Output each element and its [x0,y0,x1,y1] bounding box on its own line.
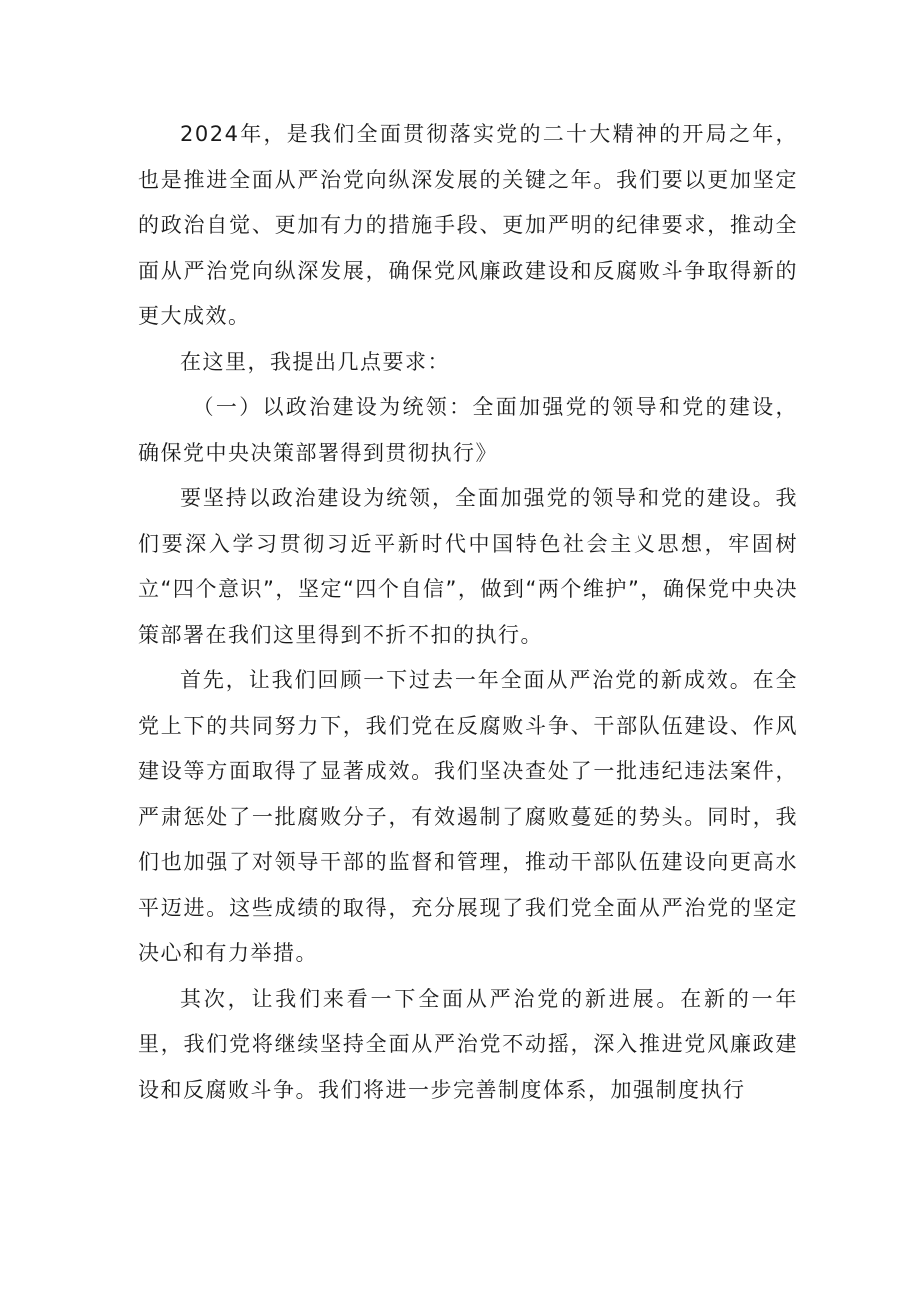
paragraph-review: 首先，让我们回顾一下过去一年全面从严治党的新成效。在全党上下的共同努力下，我们党在反腐败斗争、干部队伍建设、作风建设等方面取得了显著成效。我们坚决查处了一批违纪违法案件，严肃惩处了一批腐败分子，有效遏制了腐败蔓延的势头。同时，我们也加强了对领导干部的监督和管理，推动干部队伍建设向更高水平迈进。这些成绩的取得，充分展现了我们党全面从严治党的坚定决心和有力举措。 [138,668,798,965]
document-body [138,112,798,1113]
paragraph-political-building: 要坚持以政治建设为统领，全面加强党的领导和党的建设。我们要深入学习贯彻习近平新时代中国特色社会主义思想，牢固树立“四个意识”，坚定“四个自信”，做到“两个维护”，确保党中央决策部署在我们这里得到不折不扣的执行。 [138,486,798,647]
paragraph-requirements-lead: 在这里，我提出几点要求： [180,349,450,374]
paragraph-progress: 其次，让我们来看一下全面从严治党的新进展。在新的一年里，我们党将继续坚持全面从严治党不动摇，深入推进党风廉政建设和反腐败斗争。我们将进一步完善制度体系，加强制度执行 [138,986,798,1102]
paragraph-intro: 2024年，是我们全面贯彻落实党的二十大精神的开局之年，也是推进全面从严治党向纵深发展的关键之年。我们要以更加坚定的政治自觉、更加有力的措施手段、更加严明的纪律要求，推动全面从严治党向纵深发展，确保党风廉政建设和反腐败斗争取得新的更大成效。 [138,122,798,328]
section-heading-1: （一）以政治建设为统领：全面加强党的领导和党的建设，确保党中央决策部署得到贯彻执行》 [138,395,798,465]
